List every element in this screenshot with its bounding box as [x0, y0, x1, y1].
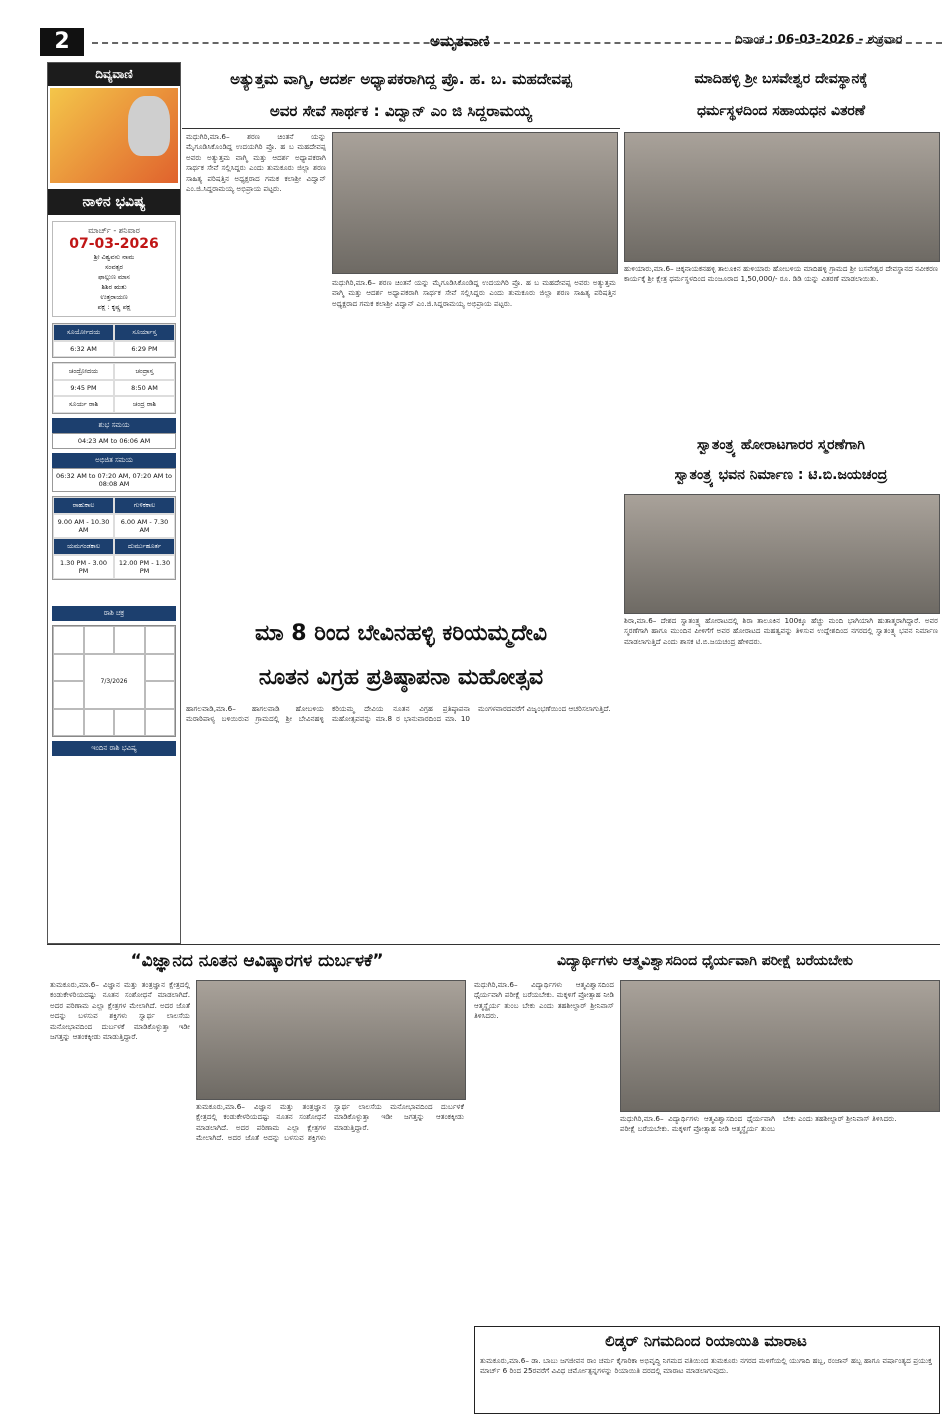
a1-body-cont: ಮಧುಗಿರಿ,ಮಾ.6– ಶರಣ ಚಿಂತನೆ ಯನ್ನು ಮೈಗೂಡಿಸಿಕೊಂಡಿದ್ದ ಉದಯಗಿರಿ ಪ್ರೊ. ಹ ಬ ಮಹದೇವಪ್ಪ ಅವರು ಅತ್ಯುತ್ತಮ ವಾಗ್ಮಿ ಮತ್ತು ಆದರ್ಶ ಅಧ್ಯಾಪಕರಾಗಿ ಸಾರ್ಥಕ ಸೇವೆ ಸಲ್ಲಿಸಿದ್ದರು ಎಂದು ತುಮಕೂರು ಜಿಲ್ಲಾ ಶರಣ ಸಾಹಿತ್ಯ ಪರಿಷತ್ತಿನ ಅಧ್ಯಕ್ಷರಾದ ಗಮಕ ಕಲಾಶ್ರೀ ವಿದ್ವಾನ್ ಎಂ.ಜಿ.ಸಿದ್ದರಾಮಯ್ಯ ಅಭಿಪ್ರಾಯ ಪಟ್ಟರು.	[332, 278, 616, 308]
dur-label: ದುರ್ಮುಹೂರ್ತ	[114, 538, 175, 555]
a2-headline-1: ಮಾದಿಹಳ್ಳಿ ಶ್ರೀ ಬಸವೇಶ್ವರ ದೇವಸ್ಥಾನಕ್ಕೆ	[694, 71, 868, 87]
chart-center-date: 7/3/2026	[84, 654, 145, 709]
a5-photo	[196, 980, 466, 1100]
a2-body: ಹುಳಿಯಾರು,ಮಾ.6– ಚಿಕ್ಕನಾಯಕನಹಳ್ಳಿ ತಾಲೂಕಿನ ಹುಳಿಯಾರು ಹೋಬಳಿಯ ಮಾದಿಹಳ್ಳಿ ಗ್ರಾಮದ ಶ್ರೀ ಬಸವೇಶ್ವರ ದೇವಸ್ಥಾನದ ನವೀಕರಣ ಕಾರ್ಯಕ್ಕೆ ಶ್ರೀ ಕ್ಷೇತ್ರ ಧರ್ಮಸ್ಥಳದಿಂದ ಮಂಜೂರಾದ 1,50,000/- ರೂ. ಡಿಡಿ ಯನ್ನು ವಿತರಣೆ ಮಾಡಲಾಯಿತು.	[624, 264, 938, 284]
a3-photo	[624, 494, 940, 614]
a1-photo	[332, 132, 618, 274]
calendar-line: ಶಿಶಿರ ಋತು	[101, 283, 127, 291]
horoscope-sidebar	[47, 62, 181, 944]
a5-headline: “ವಿಜ್ಞಾನದ ನೂತನ ಆವಿಷ್ಕಾರಗಳ ದುರ್ಬಳಕೆ”	[130, 951, 384, 971]
yama-label: ಯಮಗಂಡಕಾಲ	[53, 538, 114, 555]
shubha-time: 04:23 AM to 06:06 AM	[52, 433, 176, 449]
moonset-time: 8:50 AM	[114, 380, 175, 396]
calendar-card	[52, 221, 176, 317]
a1-headline-1: ಅತ್ಯುತ್ತಮ ವಾಗ್ಮಿ, ಆದರ್ಶ ಅಧ್ಯಾಪಕರಾಗಿದ್ದ ಪ್ರೊ. ಹ. ಬ. ಮಹದೇವಪ್ಪ	[230, 70, 572, 88]
a4-headline-2: ನೂತನ ವಿಗ್ರಹ ಪ್ರತಿಷ್ಠಾಪನಾ ಮಹೋತ್ಸವ	[258, 665, 544, 690]
a6-body-cont: ಮಧುಗಿರಿ,ಮಾ.6– ವಿದ್ಯಾರ್ಥಿಗಳು ಆತ್ಮವಿಶ್ವಾಸದಿಂದ ಧೈರ್ಯವಾಗಿ ಪರೀಕ್ಷೆ ಬರೆಯಬೇಕು. ಮಕ್ಕಳಿಗೆ ಪ್ರೋತ್ಸಾಹ ನೀಡಿ ಆತ್ಮಸ್ಥೈರ್ಯ ತುಂಬ ಬೇಕು ಎಂದು ತಹಶೀಲ್ದಾರ್ ಶ್ರೀನಿವಾಸ್ ತಿಳಿಸಿದರು.	[620, 1114, 897, 1134]
chandra-rashi-label: ಚಂದ್ರ ರಾಶಿ	[114, 396, 175, 413]
surya-rashi-label: ಸೂರ್ಯ ರಾಶಿ	[53, 396, 114, 413]
abhijit-label: ಅಭಿಜಿತ ಸಮಯ	[52, 453, 176, 468]
portrait-image	[128, 96, 170, 156]
a4-body: ಹಾಗಲವಾಡಿ,ಮಾ.6– ಹಾಗಲವಾಡಿ ಹೋಬಳಿಯ ಮರಾಠಿಪಾಳ್ಯ ಬಳಿಯಿರುವ ಗ್ರಾಮದಲ್ಲಿ ಶ್ರೀ ಬೇವಿನಹಳ್ಳಿ ಕರಿಯಮ್ಮ ದೇವಿಯ ನೂತನ ವಿಗ್ರಹ ಪ್ರತಿಷ್ಠಾಪನಾ ಮಹೋತ್ಸವವನ್ನು ಮಾ.8 ರ ಭಾನುವಾರದಿಂದ ಮಾ. 10 ಮಂಗಳವಾರದವರೆಗೆ ವಿಜೃಂಭಣೆಯಿಂದ ಆಚರಿಸಲಾಗುತ್ತಿದೆ.	[186, 704, 611, 724]
abhijit-time: 06:32 AM to 07:20 AM, 07:20 AM to 08:08 AM	[52, 468, 176, 492]
column-title: ದಿವ್ಯವಾಣಿ	[48, 63, 180, 86]
a3-body: ಶಿರಾ,ಮಾ.6– ದೇಶದ ಸ್ವಾತಂತ್ರ್ಯ ಹೋರಾಟದಲ್ಲಿ ಶಿರಾ ತಾಲೂಕಿನ 100ಕ್ಕೂ ಹೆಚ್ಚು ಮಂದಿ ಭಾಗಿಯಾಗಿ ಹುತಾತ್ಮರಾಗಿದ್ದಾರೆ. ಅವರ ಸ್ಮರಣೆಗಾಗಿ ಹಾಗೂ ಮುಂದಿನ ಪೀಳಿಗೆಗೆ ಅವರ ಹೋರಾಟದ ಮಹತ್ವವನ್ನು ತಿಳಿಸುವ ಉದ್ದೇಶದಿಂದ ನಗರದಲ್ಲಿ ಸ್ವಾತಂತ್ರ್ಯ ಭವನ ನಿರ್ಮಾಣ ಮಾಡಲಾಗುತ್ತಿದೆ ಎಂದು ಶಾಸಕ ಟಿ.ಬಿ.ಜಯಚಂದ್ರ ಹೇಳಿದರು.	[624, 616, 938, 646]
issue-date: ದಿನಾಂಕ : 06-03-2026 - ಶುಕ್ರವಾರ	[735, 32, 903, 46]
a7-headline: ಲಿಡ್ಕರ್ ನಿಗಮದಿಂದ ರಿಯಾಯಿತಿ ಮಾರಾಟ	[605, 1332, 807, 1350]
a3-headline-2: ಸ್ವಾತಂತ್ರ್ಯ ಭವನ ನಿರ್ಮಾಣ : ಟಿ.ಬಿ.ಜಯಚಂದ್ರ	[674, 467, 888, 483]
calendar-line: ಪಕ್ಷ : ಕೃಷ್ಣ ಪಕ್ಷ	[97, 303, 131, 311]
sunset-time: 6:29 PM	[114, 341, 175, 357]
a6-photo	[620, 980, 940, 1112]
a7-body: ತುಮಕೂರು,ಮಾ.6– ಡಾ. ಬಾಬು ಜಗಜೀವನ ರಾಂ ಚರ್ಮ ಕೈಗಾರಿಕಾ ಅಭಿವೃದ್ಧಿ ನಿಗಮದ ವತಿಯಿಂದ ತುಮಕೂರು ನಗರದ ಮಳಿಗೆಯಲ್ಲಿ ಯುಗಾದಿ ಹಬ್ಬ, ರಂಜಾನ್ ಹಬ್ಬ ಹಾಗೂ ವರ್ಷಾಂತ್ಯದ ಪ್ರಯುಕ್ತ ಮಾರ್ಚ್ 6 ರಿಂದ 25ರವರೆಗೆ ವಿವಿಧ ಚರ್ಮೋತ್ಪನ್ನಗಳನ್ನು ರಿಯಾಯಿತಿ ದರದಲ್ಲಿ ಮಾರಾಟ ಮಾಡಲಾಗುವುದು.	[480, 1356, 932, 1376]
moon-times	[52, 362, 176, 414]
sunrise-label: ಸೂರ್ಯೋದಯ	[53, 324, 114, 341]
kaala-times	[52, 496, 176, 580]
a6-body: ಮಧುಗಿರಿ,ಮಾ.6– ವಿದ್ಯಾರ್ಥಿಗಳು ಆತ್ಮವಿಶ್ವಾಸದಿಂದ ಧೈರ್ಯವಾಗಿ ಪರೀಕ್ಷೆ ಬರೆಯಬೇಕು. ಮಕ್ಕಳಿಗೆ ಪ್ರೋತ್ಸಾಹ ನೀಡಿ ಆತ್ಮಸ್ಥೈರ್ಯ ತುಂಬ ಬೇಕು ಎಂದು ತಹಶೀಲ್ದಾರ್ ಶ್ರೀನಿವಾಸ್ ತಿಳಿಸಿದರು.	[474, 980, 614, 1021]
sunrise-time: 6:32 AM	[53, 341, 114, 357]
dur-time: 12.00 PM - 1.30 PM	[114, 555, 175, 579]
rahu-time: 9.00 AM - 10.30 AM	[53, 514, 114, 538]
calendar-month: ಮಾರ್ಚ್ - ಶನಿವಾರ	[88, 226, 140, 235]
a1-headline-2: ಅವರ ಸೇವೆ ಸಾರ್ಥಕ : ವಿದ್ವಾನ್ ಎಂ ಜಿ ಸಿದ್ದರಾಮಯ್ಯ	[269, 102, 533, 120]
calendar-date: 07-03-2026	[69, 236, 159, 252]
a2-headline-2: ಧರ್ಮಸ್ಥಳದಿಂದ ಸಹಾಯಧನ ವಿತರಣೆ	[696, 103, 866, 119]
rahu-label: ರಾಹುಕಾಲ	[53, 497, 114, 514]
calendar-line: ಫಾಲ್ಗುಣ ಮಾಸ	[98, 273, 130, 281]
rashi-chart	[52, 625, 176, 737]
a5-body: ತುಮಕೂರು,ಮಾ.6– ವಿಜ್ಞಾನ ಮತ್ತು ತಂತ್ರಜ್ಞಾನ ಕ್ಷೇತ್ರದಲ್ಲಿ ಕಂಡುಕೇಳರಿಯದಷ್ಟು ನೂತನ ಸಂಶೋಧನೆ ಮಾಡಲಾಗಿದೆ. ಅದರ ಪರಿಣಾಮ ಎಲ್ಲಾ ಕ್ಷೇತ್ರಗಳ ಮೇಲಾಗಿದೆ. ಅದರ ಜೊತೆ ಅದನ್ನು ಬಳಸುವ ಶಕ್ತಿಗಳು ಸ್ವಾರ್ಥ ಲಾಲಸೆಯ ಮನೋಭಾವದಿಂದ ದುರ್ಬಳಕೆ ಮಾಡಿಕೊಳ್ಳುತ್ತಾ ಇಡೀ ಜಗತ್ತನ್ನು ಆತಂಕಕ್ಕೀಡು ಮಾಡುತ್ತಿದ್ದಾರೆ.	[50, 980, 190, 1042]
calendar-line: ಸಂವತ್ಸರ	[104, 263, 123, 271]
guli-time: 6.00 AM - 7.30 AM	[114, 514, 175, 538]
sun-times	[52, 323, 176, 358]
sidebar-footer: ಇಂದಿನ ರಾಶಿ ಭವಿಷ್ಯ	[52, 741, 176, 756]
shubha-label: ಶುಭ ಸಮಯ	[52, 418, 176, 433]
moonset-label: ಚಂದ್ರಾಸ್ತ	[114, 363, 175, 380]
moonrise-time: 9:45 PM	[53, 380, 114, 396]
yama-time: 1.30 PM - 3.00 PM	[53, 555, 114, 579]
chart-title: ರಾಶಿ ಚಕ್ರ	[52, 606, 176, 621]
a5-body-cont: ತುಮಕೂರು,ಮಾ.6– ವಿಜ್ಞಾನ ಮತ್ತು ತಂತ್ರಜ್ಞಾನ ಕ್ಷೇತ್ರದಲ್ಲಿ ಕಂಡುಕೇಳರಿಯದಷ್ಟು ನೂತನ ಸಂಶೋಧನೆ ಮಾಡಲಾಗಿದೆ. ಅದರ ಪರಿಣಾಮ ಎಲ್ಲಾ ಕ್ಷೇತ್ರಗಳ ಮೇಲಾಗಿದೆ. ಅದರ ಜೊತೆ ಅದನ್ನು ಬಳಸುವ ಶಕ್ತಿಗಳು ಸ್ವಾರ್ಥ ಲಾಲಸೆಯ ಮನೋಭಾವದಿಂದ ದುರ್ಬಳಕೆ ಮಾಡಿಕೊಳ್ಳುತ್ತಾ ಇಡೀ ಜಗತ್ತನ್ನು ಆತಂಕಕ್ಕೀಡು ಮಾಡುತ್ತಿದ್ದಾರೆ.	[196, 1102, 464, 1143]
a3-headline-1: ಸ್ವಾತಂತ್ರ್ಯ ಹೋರಾಟಗಾರರ ಸ್ಮರಣೆಗಾಗಿ	[697, 437, 865, 453]
a4-headline-1: ಮಾ 8 ರಿಂದ ಬೇವಿನಹಳ್ಳಿ ಕರಿಯಮ್ಮದೇವಿ	[254, 621, 548, 646]
sunset-label: ಸೂರ್ಯಾಸ್ತ	[114, 324, 175, 341]
a2-photo	[624, 132, 940, 262]
guli-label: ಗುಳಿಕಕಾಲ	[114, 497, 175, 514]
a1-body: ಮಧುಗಿರಿ,ಮಾ.6– ಶರಣ ಚಿಂತನೆ ಯನ್ನು ಮೈಗೂಡಿಸಿಕೊಂಡಿದ್ದ ಉದಯಗಿರಿ ಪ್ರೊ. ಹ ಬ ಮಹದೇವಪ್ಪ ಅವರು ಅತ್ಯುತ್ತಮ ವಾಗ್ಮಿ ಮತ್ತು ಆದರ್ಶ ಅಧ್ಯಾಪಕರಾಗಿ ಸಾರ್ಥಕ ಸೇವೆ ಸಲ್ಲಿಸಿದ್ದರು ಎಂದು ತುಮಕೂರು ಜಿಲ್ಲಾ ಶರಣ ಸಾಹಿತ್ಯ ಪರಿಷತ್ತಿನ ಅಧ್ಯಕ್ಷರಾದ ಗಮಕ ಕಲಾಶ್ರೀ ವಿದ್ವಾನ್ ಎಂ.ಜಿ.ಸಿದ್ದರಾಮಯ್ಯ ಅಭಿಪ್ರಾಯ ಪಟ್ಟರು.	[186, 132, 326, 194]
quote-banner	[50, 88, 178, 183]
moonrise-label: ಚಂದ್ರೋದಯ	[53, 363, 114, 380]
horoscope-title: ನಾಳಿನ ಭವಿಷ್ಯ	[48, 189, 180, 215]
page-number: 2	[40, 28, 84, 56]
paper-name: ಅಮೃತವಾಣಿ	[430, 32, 490, 50]
a6-headline: ವಿದ್ಯಾರ್ಥಿಗಳು ಆತ್ಮವಿಶ್ವಾಸದಿಂದ ಧೈರ್ಯವಾಗಿ ಪರೀಕ್ಷೆ ಬರೆಯಬೇಕು	[556, 953, 854, 969]
calendar-line: ಶ್ರೀ ವಿಶ್ವವಸು ನಾಮ	[93, 253, 135, 261]
calendar-line: ಉತ್ತರಾಯಣ	[100, 293, 128, 301]
